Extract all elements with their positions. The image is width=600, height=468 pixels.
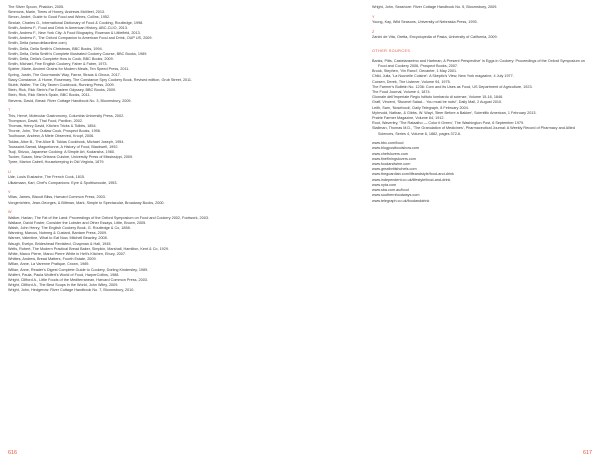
- bibliography-entry: Zanini de Vita, Oretta, Encyclopedia of Pasta, University of California, 2009.: [372, 34, 498, 39]
- alphabet-heading: W: [8, 210, 12, 215]
- bibliography-entry: Giornale dell'Imperiale Regio Istituto lombardo di scienze, Volume 15-16, 1846.: [372, 95, 504, 100]
- bibliography-entry: Coxsen, Derek, The Listener, Volume 94, 1975.: [372, 79, 451, 84]
- bibliography-entry: www.finefiningslovers.com: [372, 156, 416, 161]
- bibliography-entry: www.southernfoodways.com: [372, 193, 420, 198]
- bibliography-entry: Willan, Anne, La Varenne Pratique, Crown, 1989.: [8, 262, 90, 267]
- bibliography-entry: Wells, Robert, The Modern Practical Bread Baker, Simpkin, Marshall, Hamilton, Kent & Co, 1929.: [8, 246, 169, 251]
- bibliography-entry: Smith, Delia, Delia Smith's Christmas, BBC Books, 1994.: [8, 46, 103, 51]
- bibliography-entry: Wright, John, Seashore: River Cottage Handbook No. 5, Bloomsbury, 2009.: [372, 5, 498, 9]
- page-number-right: 617: [583, 450, 592, 456]
- bibliography-entry: Prairie Farmer Magazine, Volume 64, 1912.: [372, 115, 445, 120]
- bibliography-entry: Simon, André, Guide to Good Food and Wines, Collins, 1952.: [8, 15, 111, 20]
- bibliography-entry: Smith, Delia, Delia Smith's Complete Illustrated Cookery Course, BBC Books, 1989.: [8, 51, 148, 56]
- bibliography-entry: Spring, Justin, The Gourmands' Way, Farrar, Straus & Giroux, 2017.: [8, 72, 121, 77]
- bibliography-entry: Smith, Andrew F., Food and Drink in American History, ABC-CLIO, 2013.: [8, 25, 128, 30]
- bibliography-entry: This, Hervé, Molecular Gastronomy, Columbia University Press, 2002.: [8, 113, 125, 118]
- bibliography-entry: Wallace, David Foster, Consider the Lobster and Other Essays, Little, Brown, 2005.: [8, 220, 147, 225]
- bibliography-entry: Myhrvold, Nathan, & Gibbs, W. Wayt, 'Beer Before a Bakker', Scientific American, 1 February 2013.: [372, 110, 537, 115]
- bibliography-entry: Wanning, Marcus, Nutmeg & Custard, Bantam Press, 2009.: [8, 231, 108, 236]
- bibliography-entry: Ulkaimaan, Karl, Chef's Companions: Eyre & Spottiswoode, 1953.: [8, 180, 118, 185]
- bibliography-entry: Stein, Rick, Rick Stein's Far Eastern Odyssey, BBC Books, 2009.: [8, 88, 117, 93]
- bibliography-entry: The Silver Spoon, Phaidon, 2005.: [8, 5, 65, 9]
- bibliography-entry: www.theguardian.com/lifeandstyle/food-and-drink: [372, 172, 454, 177]
- bibliography-entry: Ude, Louis Eustache, The French Cook, 1815.: [8, 175, 86, 180]
- bibliography-entry: Willan, Anne, Reader's Digest Complete Guide to Cookery, Dorling Kindersley, 1989.: [8, 267, 149, 272]
- bibliography-entry: Wolfert, Paula, Paula Wolfert's World of Food, HarperCollins, 1988.: [8, 272, 120, 277]
- bibliography-entry: Sinclair, Charles G., International Dictionary of Food & Cooking, Routledge, 1998.: [8, 20, 144, 25]
- alphabet-heading: U: [8, 170, 11, 175]
- bibliography-entry: www.chefslovers.com: [372, 151, 409, 156]
- alphabet-heading: V: [8, 190, 11, 195]
- bibliography-entry: Villas, James, Biscuit Bliss, Harvard Common Press, 2003.: [8, 195, 106, 200]
- bibliography-entry: Warner, Valentine, What to Eat Now, Mitchell Beazley, 2008.: [8, 236, 108, 241]
- bibliography-entry: Thorne, John, The Outlaw Cook, Prospect Books, 1996.: [8, 129, 101, 134]
- bibliography-entry: The Farmer's Bulletin No. 1236: Corn and its Uses as Food, US Department of Agriculture, 1923.: [372, 84, 533, 89]
- bibliography-entry: Thompson, David, Thai Food, Pavilion, 2002.: [8, 118, 83, 123]
- bibliography-entry: Thomas, Henry David, Kitchen Tricks & Tidbits, 1854.: [8, 123, 97, 128]
- bibliography-entry: Stein, Rick, Rick Stein's Spain, BBC Books, 2011.: [8, 93, 91, 98]
- bibliography-entry: Tucker, Susan, New Orleans Cuisine, University Press of Mississippi, 2009.: [8, 155, 134, 160]
- right-page: [300, 0, 600, 468]
- bibliography-entry: Smith, Delia, Delia's Complete How to Cook, BBC Books, 2009.: [8, 57, 114, 62]
- bibliography-entry: Child, Julia, 'La Nouvelle Cuisine': A Skeptic's View, New York magazine, 4 July 1977.: [372, 74, 514, 79]
- bibliography-entry: www.bbc.com/food: [372, 141, 404, 146]
- bibliography-entry: Waugh, Evelyn, Brideshead Revisited, Chapman & Hall, 1945.: [8, 241, 112, 246]
- bibliography-entry: www.sba.com.au/food: [372, 188, 409, 193]
- bibliography-entry: White, Marco Pierre, Marco Pierre White in Hell's Kitchen, Ebury, 2007.: [8, 251, 126, 256]
- bibliography-entry: Wright, Clifford A., Little Foods of the Mediterranean, Harvard Common Press, 2003.: [8, 277, 148, 282]
- bibliography-entry: Smith, Delia (www.deliaonline.com): [8, 41, 67, 46]
- bibliography-entry: Wright, Clifford A., The Best Soups in the World, John Wiley, 2009.: [8, 283, 119, 288]
- bibliography-entry: Tsuji, Shizuo, Japanese Cooking: A Simple Art, Kodansha, 1980.: [8, 149, 115, 154]
- bibliography-entry: Smith, Michael, Fine English Cookery, Faber & Faber, 1973.: [8, 62, 108, 67]
- left-bibliography: [8, 5, 290, 294]
- bibliography-entry: www.telegraph.co.uk/foodanddrink: [372, 198, 430, 203]
- bibliography-entry: Toulhouse, Andrew, A Miele Observed, Knopf, 2006.: [8, 134, 95, 139]
- bibliography-entry: Smith, Andrew F., The Oxford Companion to American Food and Drink, OUP US, 2009.: [8, 36, 153, 41]
- bibliography-entry: Leith, Sam, 'Nosebook', Daily Telegraph, 8 February 2004.: [372, 105, 469, 110]
- bibliography-entry: Spieler, Marie, Ancient Grains for Modern Meals, Ten Speed Press, 2011.: [8, 67, 130, 72]
- bibliography-entry: Walsh, John Henry, The English Cookery Book, G. Routledge & Co, 1858.: [8, 225, 131, 230]
- bibliography-entry: Stevens, David, Bread: River Cottage Handbook No. 3, Bloomsbury, 2009.: [8, 98, 132, 103]
- bibliography-entry: Simmons, Marie, Times of Honey, Andrews McMeel, 2013.: [8, 10, 106, 15]
- bibliography-entry: Vongerichten, Jean-Georges, & Bittman, Mark, Simple to Spectacular, Broadway Books, 2000.: [8, 200, 165, 205]
- bibliography-entry: Stubb, Walter, The City Tavern Cookbook, Running Press, 2009.: [8, 83, 115, 88]
- bibliography-entry: Wright, John, Hedgerow: River Cottage Handbook No. 7, Bloomsbury, 2010.: [8, 288, 135, 293]
- right-bibliography: [372, 5, 590, 204]
- bibliography-entry: Tyree, Marion Cabell, Housekeeping in Old Virginia, 1879.: [8, 160, 105, 165]
- bibliography-entry: Whittes, Andrew, Bread Matters, Fourth Estate, 2009.: [8, 257, 97, 262]
- bibliography-entry: www.greatbritishchefs.com: [372, 167, 417, 172]
- bibliography-entry: www.independent.co.uk/lifestyle/food-and-drink: [372, 177, 451, 182]
- alphabet-heading: T: [8, 108, 11, 113]
- bibliography-entry: www.blogpostfoodshow.com: [372, 146, 420, 151]
- bibliography-entry: Stacy Constance, & Hume, Rosemary, The Constance Spry Cookery Book, Revised edition, Grub Street, 2011.: [8, 77, 193, 82]
- bibliography-entry: www.nyta.com: [372, 182, 397, 187]
- bibliography-entry: Toklas, Alice B., The Alice B. Toklas Cookbook, Michael Joseph, 1954.: [8, 139, 125, 144]
- bibliography-entry: Stallman, Thomas M.D., 'The Granulation of Medicines', Pharmaceutical Journal: A Weekly Record of Pharmacy and Allied Sciences, Series 4, Volume 6, 1882, pages 372-6.: [372, 126, 575, 136]
- bibliography-entry: The Food Journal, Volume 4, 1874.: [372, 89, 431, 94]
- bibliography-entry: Smith, Andrew F., New York City: A Food Biography, Rowman & Littlefield, 2013.: [8, 31, 141, 36]
- alphabet-heading: Z: [372, 29, 375, 34]
- bibliography-entry: Toussaint-Samat, Maguelonne, A History of Food, Blackwell, 1992.: [8, 144, 119, 149]
- bibliography-entry: www.foodandwine.com: [372, 162, 411, 167]
- bibliography-entry: Banks, Pitts, Castelanselmo and Hartman, A Present Perspective' in Eggs in Cookery: Proceedings of the Oxford Symposium on Food and Cookery 2006, Prospect Books, 2007.: [372, 58, 585, 68]
- bibliography-entry: Young, Kay, Wild Seasons, University of Nebraska Press, 1993.: [372, 19, 478, 24]
- bibliography-entry: Brook, Stephen, 'Vin Ranci', Decanter, 1 May 2001.: [372, 69, 458, 74]
- alphabet-heading: Y: [372, 14, 375, 19]
- bibliography-entry: Graff, Vincent, 'Stuumel Salad... You must be nuts!', Daily Mail, 2 August 2010.: [372, 100, 503, 105]
- bibliography-entry: Root, Waverley, 'The Rataalho — Color it Green', The Washington Post, 6 September 1979.: [372, 121, 525, 126]
- section-heading: OTHER SOURCES: [372, 49, 411, 54]
- page-number-left: 616: [8, 450, 17, 456]
- bibliography-entry: Walker, Harlan, The Fat of the Land: Proceedings of the Oxford Symposium on Food and Cookery 2002, Footwork, 2003.: [8, 215, 209, 220]
